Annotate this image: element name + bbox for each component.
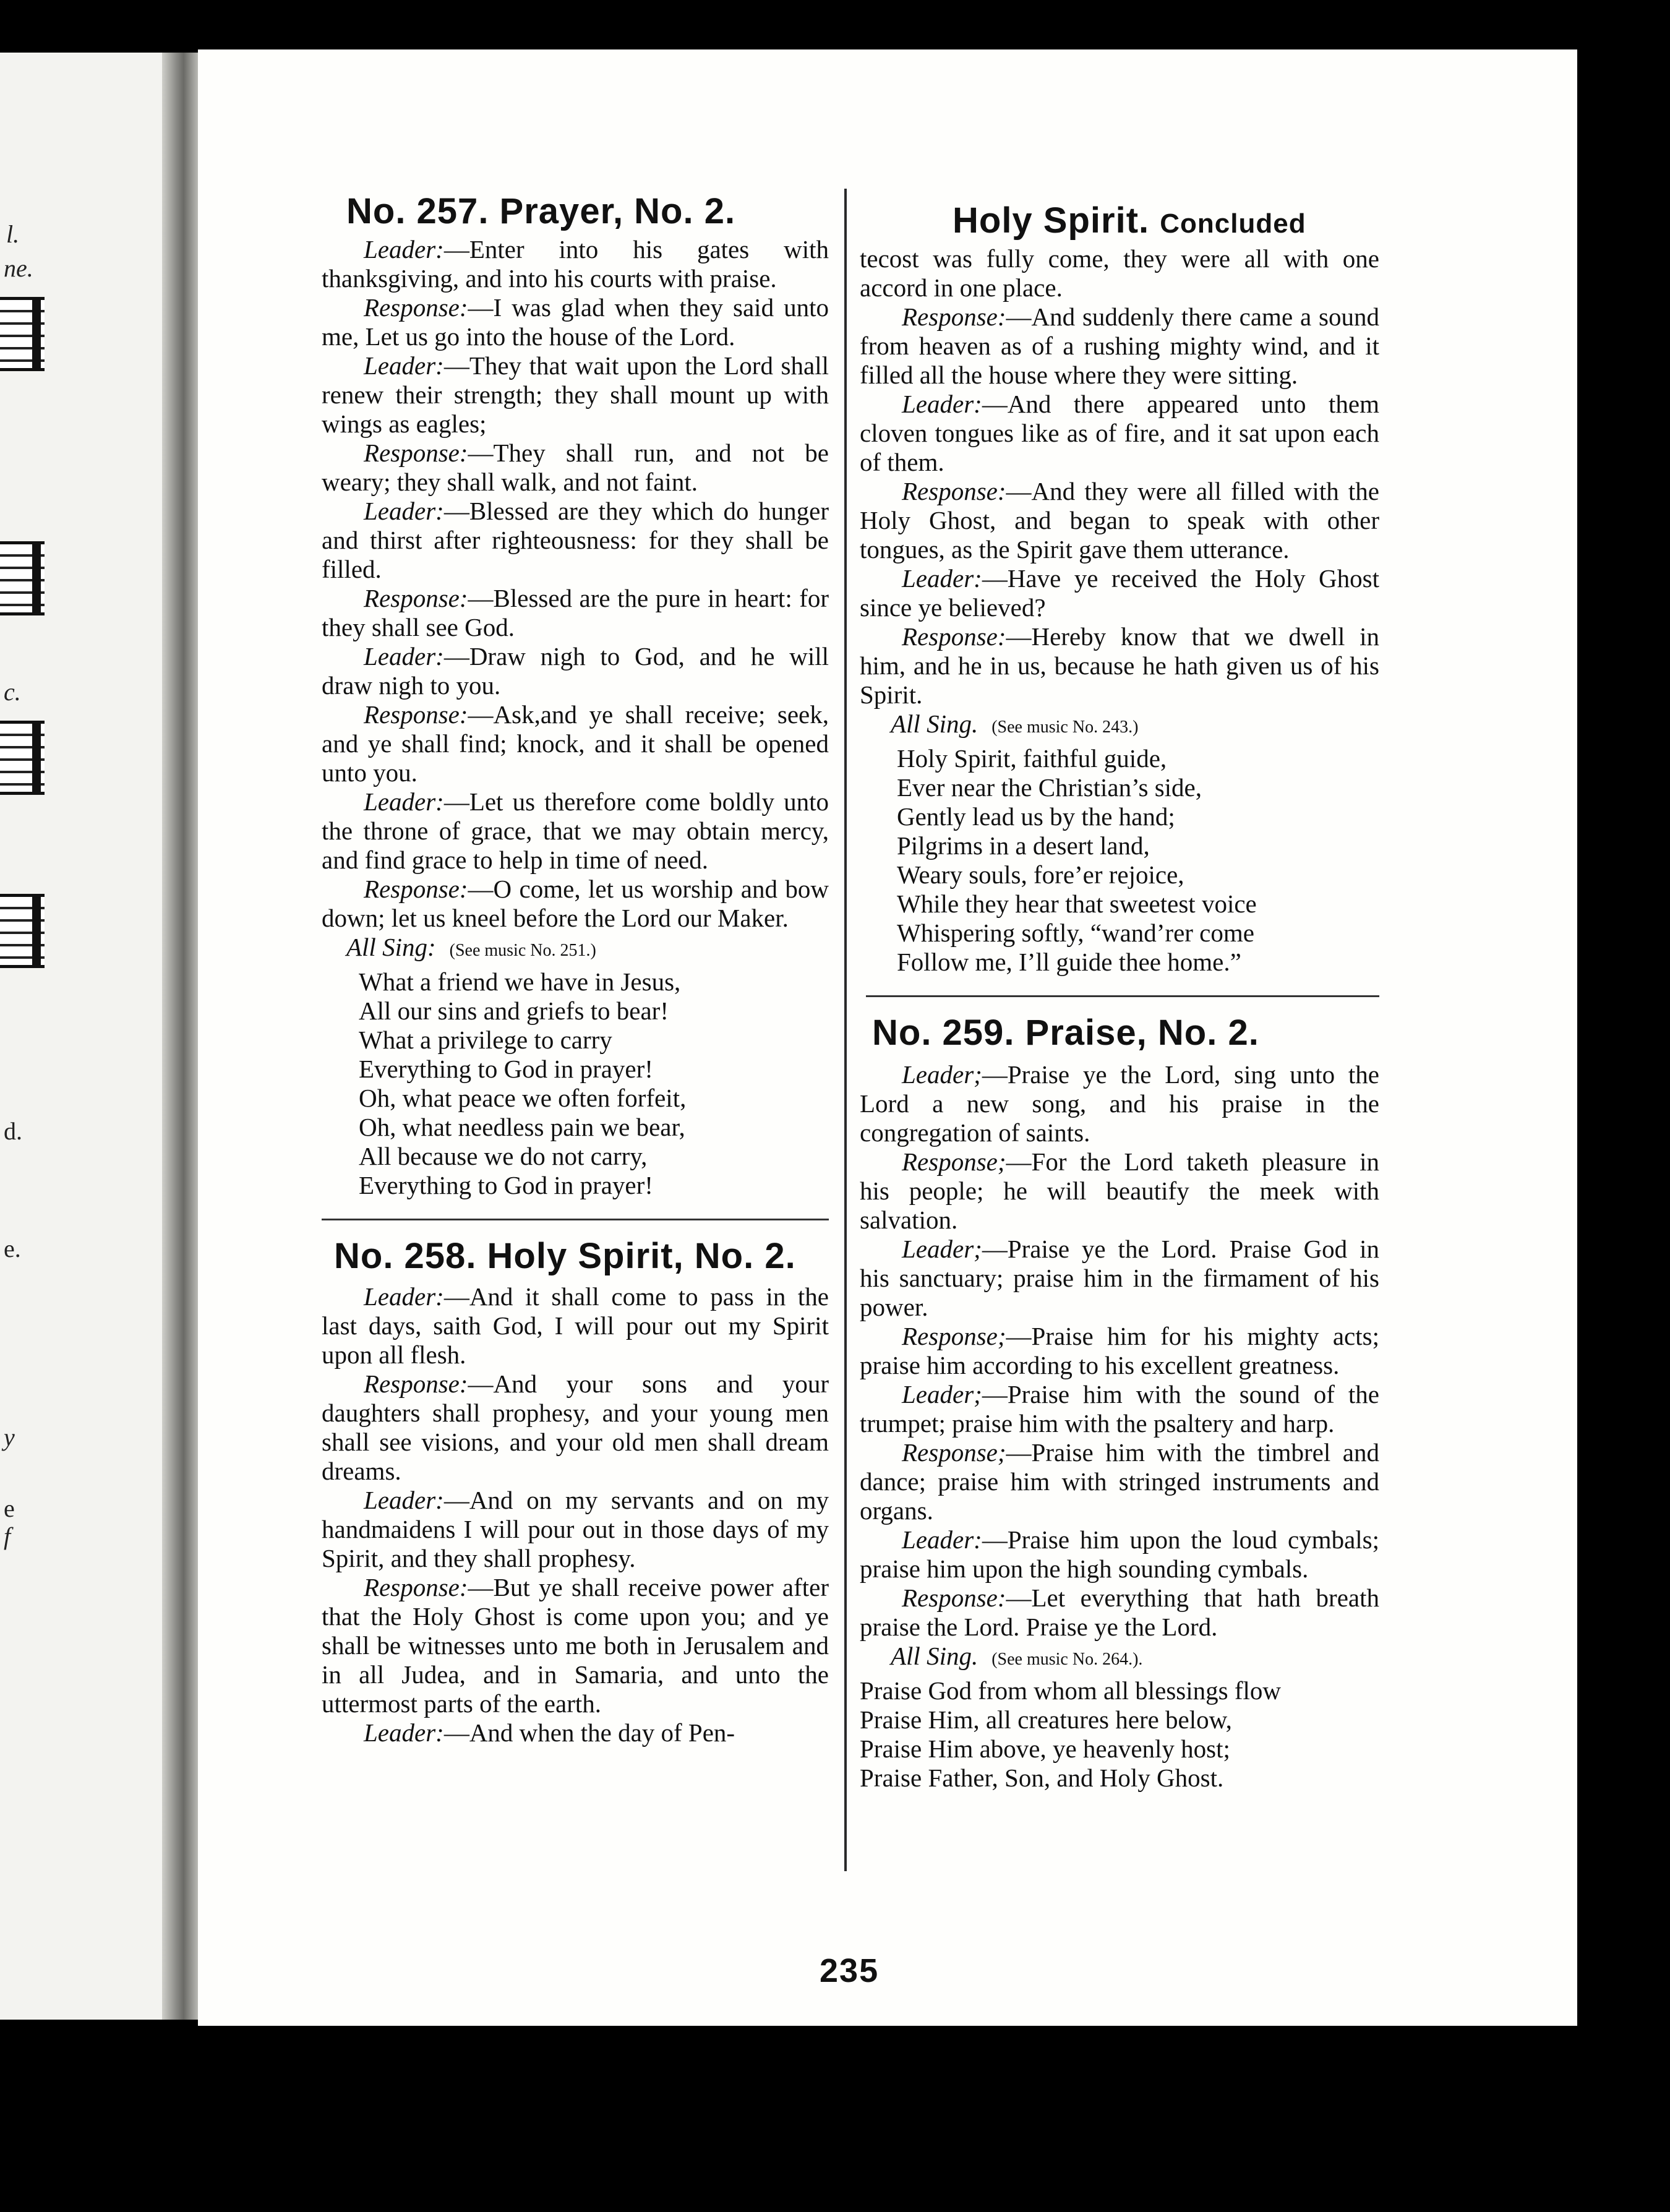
reading-paragraph: Response:—And suddenly there came a sound from heaven as of a rushing mighty wind, and it filled all the house where they were sitting. xyxy=(860,302,1379,389)
reading-paragraph: Leader:—Praise him upon the loud cymbals; praise him upon the high sounding cymbals. xyxy=(860,1525,1379,1583)
verse-line: What a privilege to carry xyxy=(359,1025,612,1054)
all-sing-line: All Sing. (See music No. 243.) xyxy=(891,709,1139,738)
music-staff-fragment xyxy=(0,721,45,795)
prev-page-fragment: d. xyxy=(4,1117,22,1145)
doxology-line: Praise Him, all creatures here below, xyxy=(860,1705,1232,1734)
reading-paragraph: Leader:—And there appeared unto them cloven tongues like as of fire, and it sat upon each of them. xyxy=(860,389,1379,476)
reading-paragraph: Leader:—And on my servants and on my handmaidens I will pour out in those days of my Spirit, and they shall prophesy. xyxy=(322,1485,829,1572)
hymn-259 xyxy=(860,1013,1379,1793)
verse-line: Everything to God in prayer! xyxy=(359,1170,653,1199)
doxology-line: Praise God from whom all blessings flow xyxy=(860,1676,1281,1705)
reading-paragraph: Response;—Praise him with the timbrel and dance; praise him with stringed instruments and organs. xyxy=(860,1438,1379,1525)
reading-paragraph: Response:—Hereby know that we dwell in him, and he in us, because he hath given us of his Spirit. xyxy=(860,622,1379,709)
verse-line: While they hear that sweetest voice xyxy=(897,889,1257,918)
hymn-257-readings xyxy=(322,235,829,933)
verse-line: Follow me, I’ll guide thee home.” xyxy=(897,947,1241,976)
reading-paragraph: Leader:—Blessed are they which do hunger and thirst after righteousness: for they shall be filled. xyxy=(322,496,829,583)
verse-line: Oh, what peace we often forfeit, xyxy=(359,1083,687,1112)
verse-line: Everything to God in prayer! xyxy=(359,1054,653,1083)
verse-line: Pilgrims in a desert land, xyxy=(897,831,1150,860)
column-divider xyxy=(844,189,847,1871)
doxology xyxy=(860,1676,1379,1793)
hymn-257-verse xyxy=(322,967,829,1200)
prev-page-fragment: e. xyxy=(4,1235,21,1262)
concluded-label: Concluded xyxy=(1160,208,1306,239)
verse-line: Weary souls, fore’er rejoice, xyxy=(897,860,1184,889)
verse-line: Gently lead us by the hand; xyxy=(897,802,1175,831)
reading-paragraph: Leader;—Praise him with the sound of the trumpet; praise him with the psaltery and harp. xyxy=(860,1379,1379,1438)
doxology-line: Praise Father, Son, and Holy Ghost. xyxy=(860,1763,1224,1792)
prev-page-fragment: ne. xyxy=(4,254,33,282)
music-staff-fragment xyxy=(0,894,45,968)
section-divider xyxy=(322,1219,829,1220)
hymnal-page xyxy=(198,49,1577,2026)
reading-paragraph: Response:—They shall run, and not be weary; they shall walk, and not faint. xyxy=(322,438,829,496)
verse-line: All our sins and griefs to bear! xyxy=(359,996,669,1025)
reading-paragraph: Response:—But ye shall receive power after that the Holy Ghost is come upon you; and ye shall be witnesses unto me both in Jerusalem and in all Judea, and in Samaria, and unto the uttermost parts of the earth. xyxy=(322,1572,829,1718)
all-sing-line: All Sing. (See music No. 264.). xyxy=(891,1641,1143,1670)
hymn-257-title: No. 257. Prayer, No. 2. xyxy=(346,191,736,231)
reading-paragraph: Leader:—Let us therefore come boldly unto the throne of grace, that we may obtain mercy, and find grace to help in time of need. xyxy=(322,787,829,874)
hymn-258-readings xyxy=(322,1282,829,1747)
section-divider xyxy=(866,995,1379,997)
prev-page-fragment: f xyxy=(4,1522,11,1550)
music-staff-fragment xyxy=(0,297,45,371)
page-number: 235 xyxy=(820,1952,880,1989)
verse-line: Whispering softly, “wand’rer come xyxy=(897,918,1254,947)
reading-paragraph: Response:—And your sons and your daughters shall prophesy, and your young men shall see visions, and your old men shall dream dreams. xyxy=(322,1369,829,1485)
verse-line: Holy Spirit, faithful guide, xyxy=(897,744,1167,773)
prev-page-fragment: c. xyxy=(4,678,21,706)
prev-page-fragment: y xyxy=(4,1423,15,1451)
book-spine xyxy=(162,53,198,2020)
reading-paragraph: Leader:—Enter into his gates with thanksgiving, and into his courts with praise. xyxy=(322,234,829,293)
reading-paragraph: Response:—Ask,and ye shall receive; seek, and ye shall find; knock, and it shall be opened unto you. xyxy=(322,700,829,787)
prev-page-fragment: e xyxy=(4,1494,15,1522)
hymn-259-title: No. 259. Praise, No. 2. xyxy=(872,1012,1259,1053)
reading-paragraph: Response:—I was glad when they said unto me, Let us go into the house of the Lord. xyxy=(322,293,829,351)
all-sing-line: All Sing: (See music No. 251.) xyxy=(346,932,596,961)
reading-paragraph: Leader:—They that wait upon the Lord shall renew their strength; they shall mount up with wings as eagles; xyxy=(322,351,829,438)
music-staff-fragment xyxy=(0,541,45,615)
reading-paragraph: Response:—Let everything that hath breath praise the Lord. Praise ye the Lord. xyxy=(860,1583,1379,1641)
verse-line: Ever near the Christian’s side, xyxy=(897,773,1202,802)
hymn-258-title: No. 258. Holy Spirit, No. 2. xyxy=(334,1235,796,1276)
reading-paragraph: Response;—Praise him for his mighty acts; praise him according to his excellent greatness. xyxy=(860,1321,1379,1379)
reading-paragraph: Leader;—Praise ye the Lord, sing unto the Lord a new song, and his praise in the congregation of saints. xyxy=(860,1060,1379,1147)
prev-page-fragment: l. xyxy=(6,220,20,248)
hymn-257 xyxy=(322,192,829,1220)
reading-paragraph: Leader:—Draw nigh to God, and he will draw nigh to you. xyxy=(322,641,829,700)
reading-paragraph: Leader:—Have ye received the Holy Ghost since ye believed? xyxy=(860,564,1379,622)
reading-paragraph: Response;—For the Lord taketh pleasure in his people; he will beautify the meek with salvation. xyxy=(860,1147,1379,1234)
verse-line: All because we do not carry, xyxy=(359,1141,648,1170)
reading-paragraph: tecost was fully come, they were all with one accord in one place. xyxy=(860,244,1379,302)
hymn-258-concluded-title: Holy Spirit. Concluded xyxy=(953,200,1306,241)
right-column xyxy=(860,201,1379,1793)
reading-paragraph: Response:—Blessed are the pure in heart: for they shall see God. xyxy=(322,583,829,641)
doxology-line: Praise Him above, ye heavenly host; xyxy=(860,1734,1230,1763)
hymn-258-concluded xyxy=(860,201,1379,997)
reading-paragraph: Response:—O come, let us worship and bow down; let us kneel before the Lord our Maker. xyxy=(322,874,829,932)
reading-paragraph: Response:—And they were all filled with the Holy Ghost, and began to speak with other tongues, as the Spirit gave them utterance. xyxy=(860,476,1379,564)
previous-page-edge xyxy=(0,53,162,2020)
verse-line: What a friend we have in Jesus, xyxy=(359,967,681,996)
reading-paragraph: Leader;—Praise ye the Lord. Praise God in his sanctuary; praise him in the firmament of his power. xyxy=(860,1234,1379,1321)
reading-paragraph: Leader:—And when the day of Pen- xyxy=(364,1718,735,1747)
reading-paragraph: Leader:—And it shall come to pass in the last days, saith God, I will pour out my Spirit upon all flesh. xyxy=(322,1282,829,1369)
hymn-258 xyxy=(322,1237,829,1747)
verse-line: Oh, what needless pain we bear, xyxy=(359,1112,685,1141)
hymn-258-verse xyxy=(860,744,1379,977)
